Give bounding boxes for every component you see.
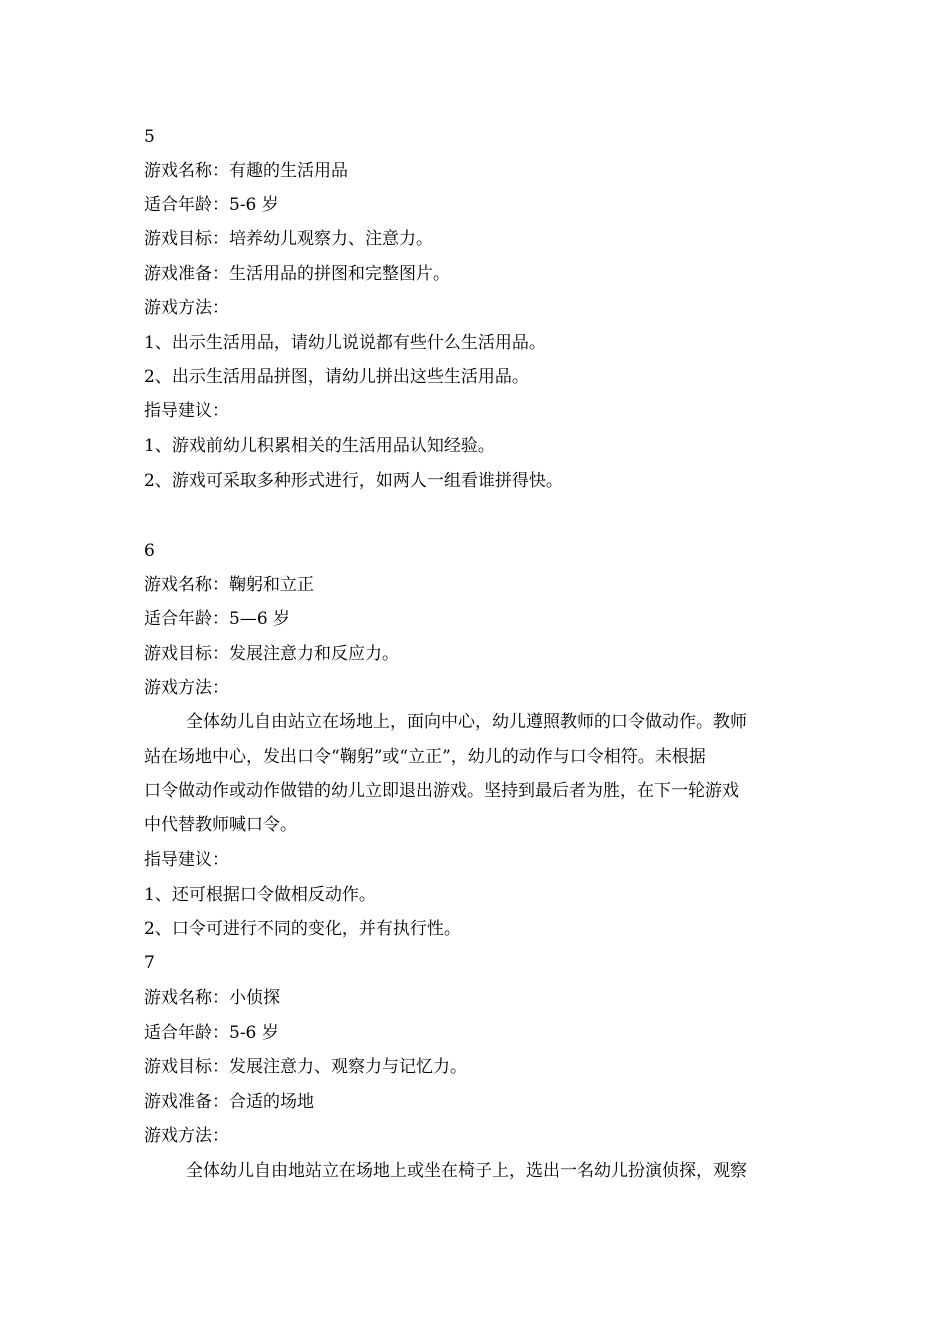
advice-item: 1、游戏前幼儿积累相关的生活用品认知经验。 (144, 436, 495, 456)
method-item: 1、出示生活用品，请幼儿说说都有些什么生活用品。 (144, 333, 546, 353)
method-label: 游戏方法： (144, 678, 229, 698)
advice-item: 2、游戏可采取多种形式进行，如两人一组看谁拼得快。 (144, 471, 563, 491)
paragraph-line: 全体幼儿自由站立在场地上，面向中心，幼儿遵照教师的口令做动作。教师 (186, 712, 747, 732)
game-name: 游戏名称：小侦探 (144, 988, 280, 1008)
game-age: 适合年龄：5-6 岁 (144, 1023, 279, 1043)
method-item: 2、出示生活用品拼图，请幼儿拼出这些生活用品。 (144, 367, 529, 387)
paragraph-line: 站在场地中心，发出口令“鞠躬”或“立正”，幼儿的动作与口令相符。未根据 (144, 747, 706, 767)
paragraph-line: 全体幼儿自由地站立在场地上或坐在椅子上，选出一名幼儿扮演侦探，观察 (186, 1161, 747, 1181)
paragraph-line: 口令做动作或动作做错的幼儿立即退出游戏。坚持到最后者为胜，在下一轮游戏 (144, 781, 739, 801)
game-name: 游戏名称：有趣的生活用品 (144, 161, 348, 181)
game-goal: 游戏目标：发展注意力和反应力。 (144, 644, 399, 664)
section-number: 6 (144, 541, 155, 561)
game-goal: 游戏目标：发展注意力、观察力与记忆力。 (144, 1057, 467, 1077)
game-name: 游戏名称：鞠躬和立正 (144, 575, 314, 595)
advice-item: 1、还可根据口令做相反动作。 (144, 885, 376, 905)
paragraph-line: 中代替教师喊口令。 (144, 815, 297, 835)
game-prep: 游戏准备：生活用品的拼图和完整图片。 (144, 264, 450, 284)
advice-item: 2、口令可进行不同的变化，并有执行性。 (144, 919, 461, 939)
game-prep: 游戏准备：合适的场地 (144, 1092, 314, 1112)
advice-label: 指导建议： (144, 401, 229, 421)
game-goal: 游戏目标：培养幼儿观察力、注意力。 (144, 229, 433, 249)
advice-label: 指导建议： (144, 850, 229, 870)
method-label: 游戏方法： (144, 1126, 229, 1146)
game-age: 适合年龄：5—6 岁 (144, 609, 291, 629)
section-number: 5 (144, 127, 155, 147)
game-age: 适合年龄：5-6 岁 (144, 195, 279, 215)
method-label: 游戏方法： (144, 298, 229, 318)
section-number: 7 (144, 953, 155, 973)
